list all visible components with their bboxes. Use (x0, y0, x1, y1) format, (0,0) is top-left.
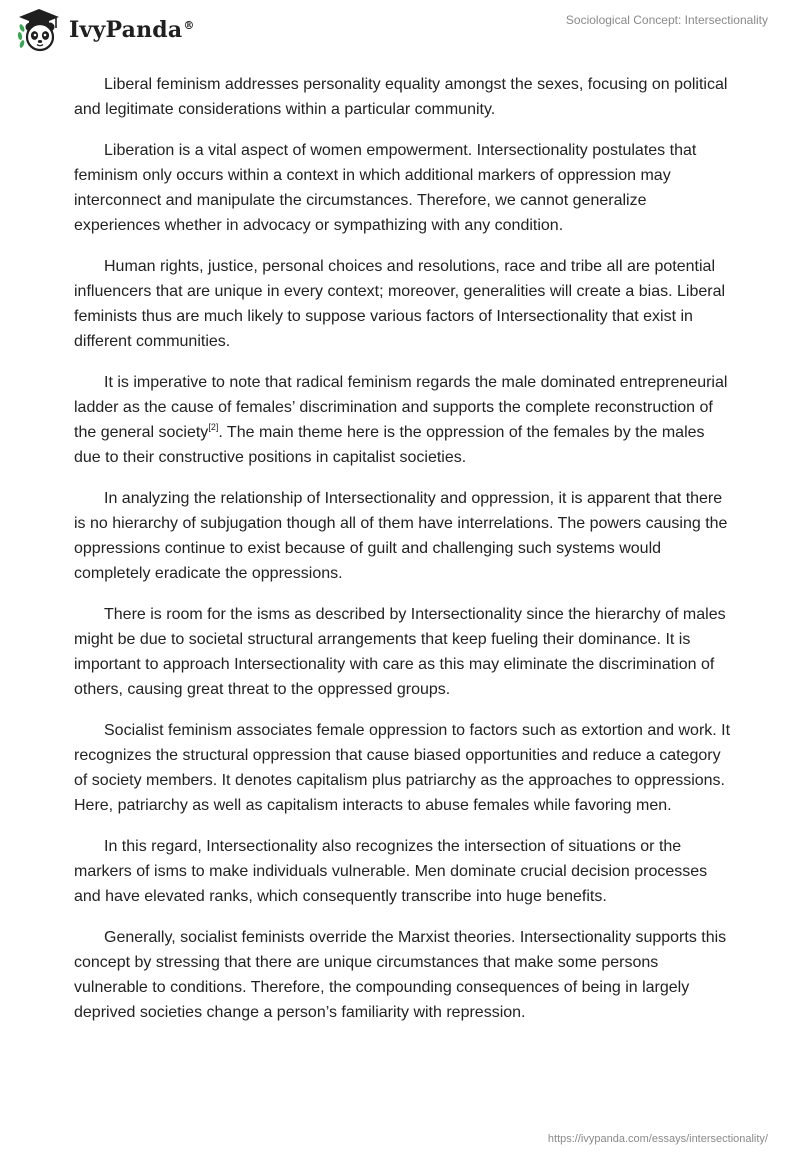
paragraph-6: There is room for the isms as described by Intersectionality since the hierarchy of males might be due to societal structural arrangements that keep fueling their dominance. It is important to approach Intersectionality with care as this may eliminate the discrimination of others, causing great threat to the oppressed groups. (74, 606, 726, 698)
brand-logo[interactable] (15, 6, 195, 54)
paragraph-3: Human rights, justice, personal choices and resolutions, race and tribe all are potential influencers that are unique in every context; moreover, generalities will create a bias. Liberal feminists thus are much likely to suppose various factors of Intersectionality that exist in different communities. (74, 258, 726, 350)
paragraph-9: Generally, socialist feminists override the Marxist theories. Intersectionality supports this concept by stressing that there are unique circumstances that make some persons vulnerable to conditions. Therefore, the compounding consequences of being in largely deprived societies change a person’s familiarity with repression. (74, 929, 727, 1021)
paragraph-4-text-after: . The main theme here is the oppression of the females by the males due to their constructive positions in capitalist societies. (74, 424, 705, 466)
document-title: Sociological Concept: Intersectionality (565, 13, 768, 27)
paragraph-7: Socialist feminism associates female oppression to factors such as extortion and work. It recognizes the structural oppression that cause biased opportunities and reduce a category of society members. It denotes capitalism plus patriarchy as the approaches to oppressions. Here, patriarchy as well as capitalism interacts to abuse females while favoring men. (74, 722, 731, 814)
panda-logo-icon (15, 6, 63, 54)
paragraph-4 (74, 370, 734, 470)
paragraph-1: Liberal feminism addresses personality equality amongst the sexes, focusing on political and legitimate considerations within a particular community. (74, 76, 728, 118)
paragraph-5: In analyzing the relationship of Intersectionality and oppression, it is apparent that there is no hierarchy of subjugation though all of them have interrelations. The powers causing the oppressions continue to exist because of guilt and challenging such systems would completely eradicate the oppressions. (74, 490, 728, 582)
brand-name: IvyPanda® (69, 17, 195, 43)
page-header (0, 0, 800, 60)
essay-body (74, 72, 734, 1041)
source-url[interactable]: https://ivypanda.com/essays/intersectionality/ (547, 1133, 768, 1145)
citation-link[interactable]: [2] (208, 422, 219, 432)
paragraph-2: Liberation is a vital aspect of women empowerment. Intersectionality postulates that feminism only occurs within a context in which additional markers of oppression may interconnect and manipulate the circumstances. Therefore, we cannot generalize experiences whether in advocacy or sympathizing with any condition. (74, 142, 697, 234)
paragraph-8: In this regard, Intersectionality also recognizes the intersection of situations or the markers of isms to make individuals vulnerable. Men dominate crucial decision processes and have elevated ranks, which consequently transcribe into huge benefits. (74, 838, 708, 905)
paragraph-4-text-before: It is imperative to note that radical feminism regards the male dominated entrepreneurial ladder as the cause of females’ discrimination and supports the complete reconstruction of the general society (74, 374, 728, 441)
